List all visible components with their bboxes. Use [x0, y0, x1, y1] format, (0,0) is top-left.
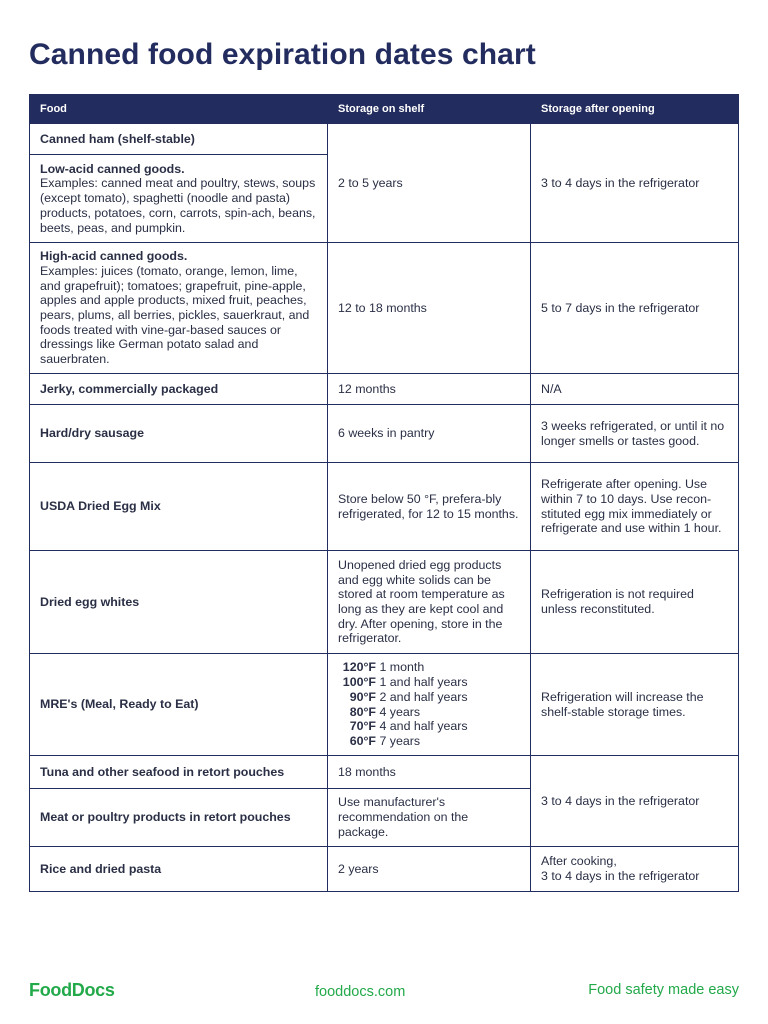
mre-storage-line: [338, 675, 520, 690]
mre-temperature: 100°F: [342, 675, 376, 690]
food-cell: Meat or poultry products in retort pouches: [30, 789, 328, 847]
shelf-cell: 2 years: [328, 847, 531, 892]
table-row: [30, 124, 739, 155]
header-storage-opened: Storage after opening: [531, 95, 739, 124]
food-cell: Rice and dried pasta: [30, 847, 328, 892]
food-cell: Tuna and other seafood in retort pouches: [30, 756, 328, 789]
opened-cell: 3 to 4 days in the refrigerator: [531, 756, 739, 847]
header-food: Food: [30, 95, 328, 124]
opened-cell: N/A: [531, 374, 739, 405]
mre-duration: 4 and half years: [379, 719, 468, 734]
mre-duration: 4 years: [379, 704, 421, 719]
opened-cell: [531, 847, 739, 892]
shelf-cell: 12 months: [328, 374, 531, 405]
shelf-cell: [328, 654, 531, 756]
mre-storage-line: [338, 690, 520, 705]
food-cell: MRE's (Meal, Ready to Eat): [30, 654, 328, 756]
opened-line: 3 to 4 days in the refrigerator: [541, 869, 700, 883]
mre-storage-line: [338, 734, 520, 749]
food-cell: USDA Dried Egg Mix: [30, 463, 328, 551]
table-row: [30, 405, 739, 463]
opened-cell: Refrigeration will increase the shelf-stable storage times.: [531, 654, 739, 756]
mre-temperature: 60°F: [349, 733, 376, 748]
food-cell: [30, 243, 328, 374]
opened-line: After cooking,: [541, 854, 617, 869]
mre-storage-line: [338, 660, 520, 675]
mre-duration: 1 and half years: [379, 675, 468, 690]
opened-cell: 5 to 7 days in the refrigerator: [531, 243, 739, 374]
header-storage-shelf: Storage on shelf: [328, 95, 531, 124]
fooddocs-logo: FoodDocs: [29, 980, 115, 1000]
shelf-cell: Use manufacturer's recommendation on the package.: [328, 789, 531, 847]
table-row: [30, 463, 739, 551]
table-row: [30, 551, 739, 654]
table-row: [30, 847, 739, 892]
shelf-cell: 6 weeks in pantry: [328, 405, 531, 463]
shelf-cell: 2 to 5 years: [328, 124, 531, 243]
opened-cell: Refrigerate after opening. Use within 7 to 10 days. Use recon-stituted egg mix immediately or refrigerate and use within 1 hour.: [531, 463, 739, 551]
mre-temperature: 120°F: [342, 660, 376, 675]
expiration-table: [29, 94, 739, 892]
shelf-cell: 12 to 18 months: [328, 243, 531, 374]
table-row: [30, 374, 739, 405]
opened-cell: 3 weeks refrigerated, or until it no longer smells or tastes good.: [531, 405, 739, 463]
table-header-row: [30, 95, 739, 124]
shelf-cell: 18 months: [328, 756, 531, 789]
food-category-examples: Examples: canned meat and poultry, stews, soups (except tomato), spaghetti (noodle and pasta) products, potatoes, corn, carrots, spin-ach, beans, beets, peas, and pumpkin.: [40, 176, 316, 235]
mre-temperature: 70°F: [349, 719, 376, 734]
mre-duration: 1 month: [379, 660, 425, 675]
food-cell: Hard/dry sausage: [30, 405, 328, 463]
food-cell: [30, 155, 328, 243]
mre-temperature: 80°F: [349, 704, 376, 719]
mre-duration: 7 years: [379, 733, 421, 748]
shelf-cell: Store below 50 °F, prefera-bly refrigerated, for 12 to 15 months.: [328, 463, 531, 551]
food-category-title: High-acid canned goods.: [40, 249, 188, 264]
food-category-examples: Examples: juices (tomato, orange, lemon, lime, and grapefruit); tomatoes; grapefruit, pine-apple, apples and apple products, mixed fruit, peaches, pears, plums, all berries, pickles, sauerkraut, and foods treated with vine-gar-based sauces or dressings like German potato salad and sauerbraten.: [40, 263, 310, 367]
opened-cell: Refrigeration is not required unless reconstituted.: [531, 551, 739, 654]
table-row: [30, 756, 739, 789]
food-cell: Canned ham (shelf-stable): [30, 124, 328, 155]
shelf-cell: Unopened dried egg products and egg white solids can be stored at room temperature as long as they are kept cool and dry. After opening, store in the refrigerator.: [328, 551, 531, 654]
food-cell: Jerky, commercially packaged: [30, 374, 328, 405]
footer-tagline: Food safety made easy: [588, 982, 739, 998]
footer-url[interactable]: fooddocs.com: [315, 984, 406, 1000]
food-cell: Dried egg whites: [30, 551, 328, 654]
table-row: [30, 243, 739, 374]
mre-storage-line: [338, 719, 520, 734]
opened-cell: 3 to 4 days in the refrigerator: [531, 124, 739, 243]
food-category-title: Low-acid canned goods.: [40, 161, 185, 176]
mre-storage-line: [338, 705, 520, 720]
page-title: Canned food expiration dates chart: [29, 38, 536, 71]
mre-duration: 2 and half years: [379, 689, 468, 704]
mre-temperature: 90°F: [349, 689, 376, 704]
table-row: [30, 654, 739, 756]
